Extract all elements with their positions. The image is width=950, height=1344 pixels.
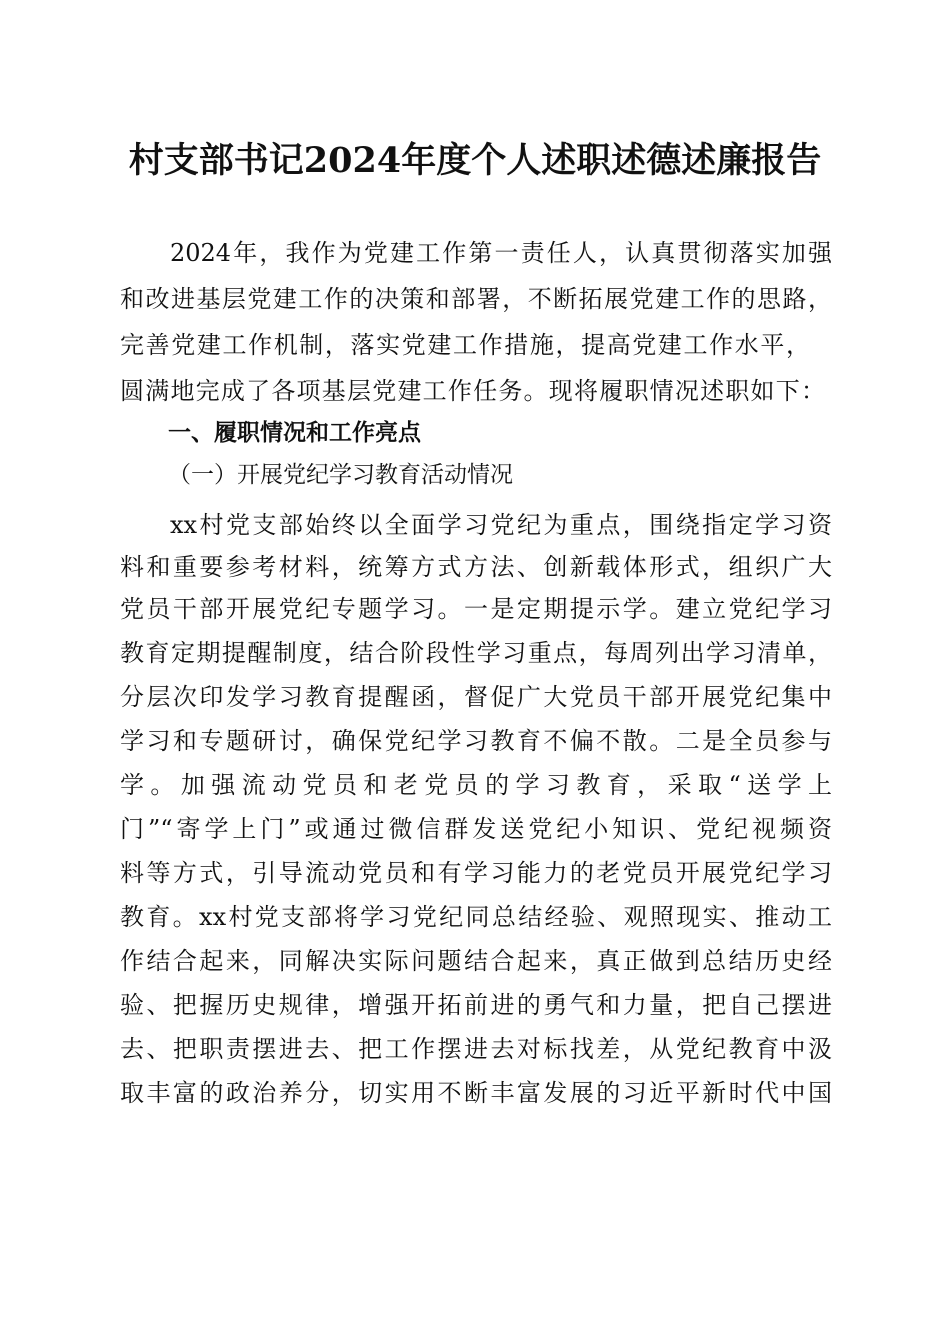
body-line-2: 料和重要参考材料，统筹方式方法、创新载体形式，组织广大 (120, 553, 832, 581)
body-line-10: 教育。xx村党支部将学习党纪同总结经验、观照现实、推动工 (120, 903, 832, 931)
body-line-1: xx村党支部始终以全面学习党纪为重点，围绕指定学习资 (170, 511, 832, 539)
body-line-14: 取丰富的政治养分，切实用不断丰富发展的习近平新时代中国 (120, 1079, 832, 1107)
body-line-4: 教育定期提醒制度，结合阶段性学习重点，每周列出学习清单， (120, 639, 832, 667)
body-line-7: 学。加强流动党员和老党员的学习教育，采取“送学上 (120, 771, 832, 799)
intro-line-3: 完善党建工作机制，落实党建工作措施，提高党建工作水平， (120, 331, 810, 359)
body-line-8: 门”“寄学上门”或通过微信群发送党纪小知识、党纪视频资 (120, 815, 832, 843)
intro-line-4: 圆满地完成了各项基层党建工作任务。现将履职情况述职如下： (120, 377, 825, 405)
subsection-heading-1: （一）开展党纪学习教育活动情况 (168, 462, 513, 488)
intro-line-1: 2024年，我作为党建工作第一责任人，认真贯彻落实加强 (170, 239, 832, 267)
body-line-9: 料等方式，引导流动党员和有学习能力的老党员开展党纪学习 (120, 859, 832, 887)
section-heading-1: 一、履职情况和工作亮点 (168, 420, 421, 446)
body-line-3: 党员干部开展党纪专题学习。一是定期提示学。建立党纪学习 (120, 595, 832, 623)
body-line-5: 分层次印发学习教育提醒函，督促广大党员干部开展党纪集中 (120, 683, 832, 711)
body-line-11: 作结合起来，同解决实际问题结合起来，真正做到总结历史经 (120, 947, 832, 975)
intro-line-2: 和改进基层党建工作的决策和部署，不断拓展党建工作的思路， (120, 285, 832, 313)
body-line-13: 去、把职责摆进去、把工作摆进去对标找差，从党纪教育中汲 (120, 1035, 832, 1063)
body-line-12: 验、把握历史规律，增强开拓前进的勇气和力量，把自己摆进 (120, 991, 832, 1019)
document-title: 村支部书记2024年度个人述职述德述廉报告 (128, 140, 822, 181)
body-line-6: 学习和专题研讨，确保党纪学习教育不偏不散。二是全员参与 (120, 727, 832, 755)
